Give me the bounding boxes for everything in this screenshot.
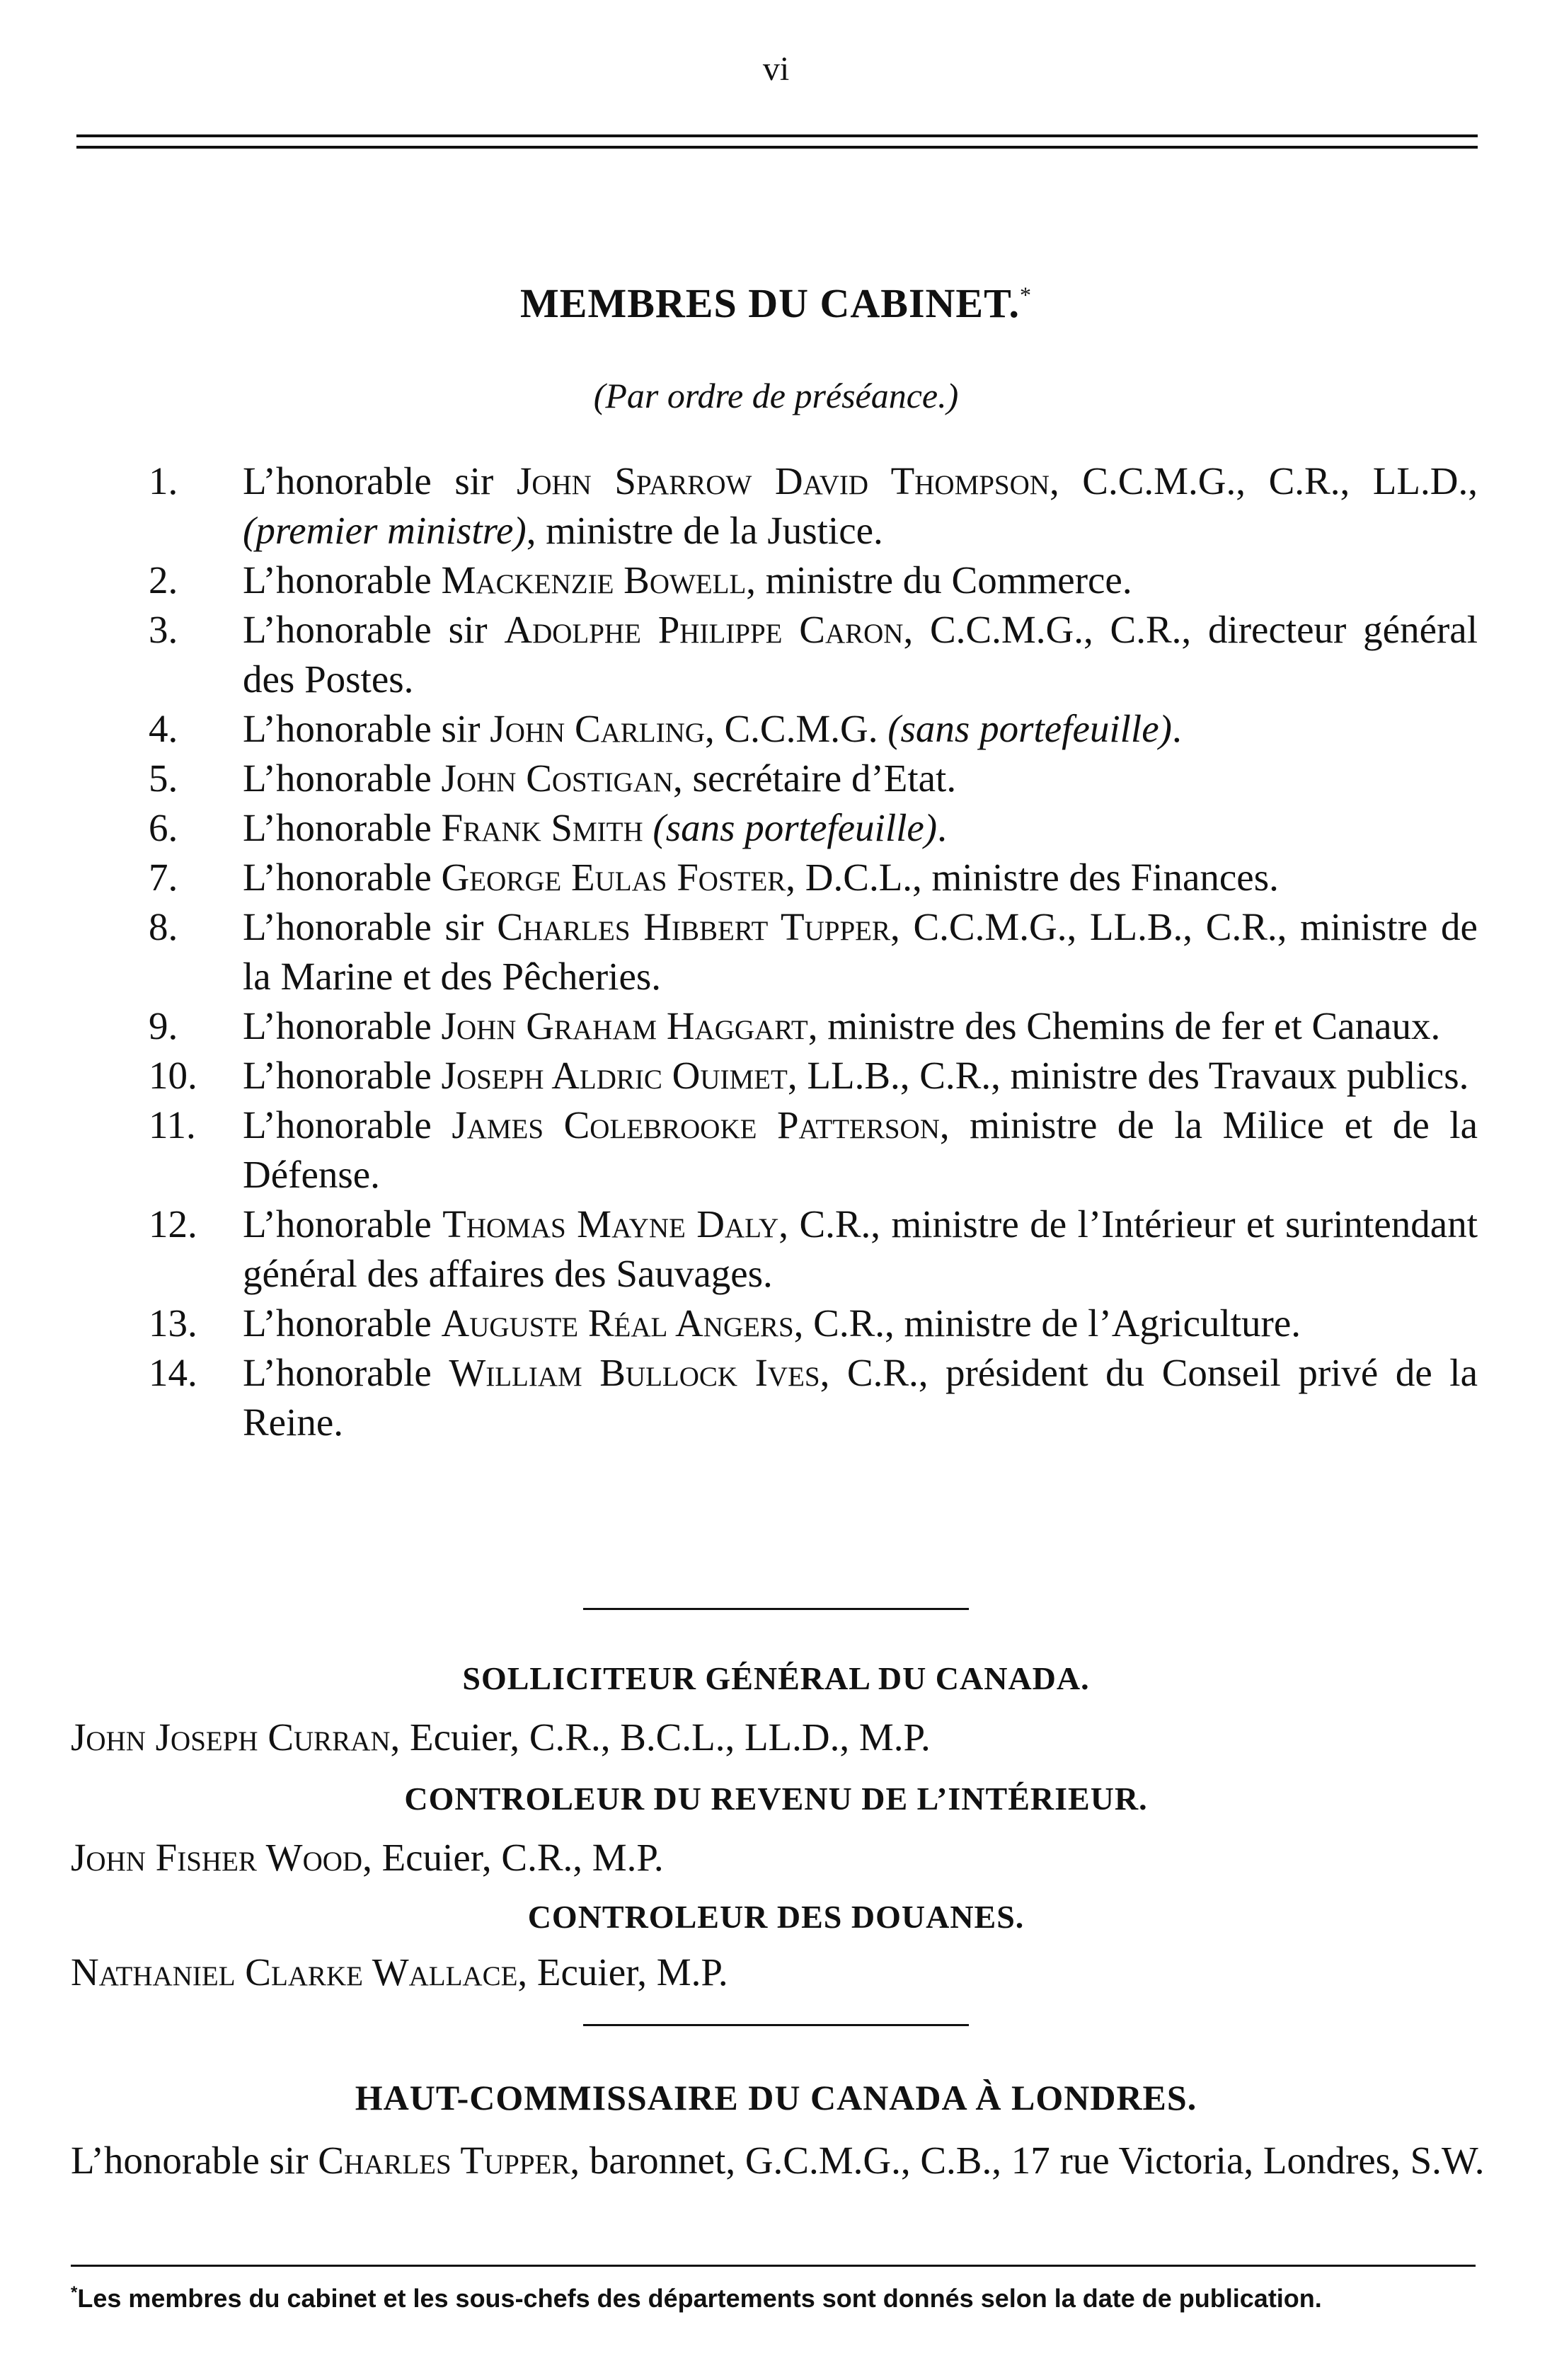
controleur-revenu-heading: CONTROLEUR DU REVENU DE L’INTÉRIEUR. [404, 1781, 1148, 1817]
haut-commissaire-person [0, 2136, 1552, 2185]
member-prefix: L’honorable [243, 806, 442, 849]
member-item [0, 803, 1552, 853]
member-details: , ministre des Chemins de fer et Canaux. [807, 1004, 1441, 1047]
controleur-revenu-details: , Ecuier, C.R., M.P. [362, 1836, 664, 1879]
member-name: John Carling [490, 707, 705, 750]
member-name: Frank Smith [441, 806, 643, 849]
member-number: 9. [149, 1004, 178, 1047]
member-prefix: L’honorable sir [243, 905, 498, 948]
footnote-mark: * [71, 2283, 78, 2302]
member-name: James Colebrooke Patterson [452, 1103, 940, 1146]
member-item [0, 853, 1552, 902]
footnote [71, 2275, 1479, 2316]
member-prefix: L’honorable [243, 1004, 442, 1047]
member-prefix: L’honorable [243, 1054, 442, 1097]
page-number: vi [762, 50, 790, 88]
member-name: Auguste Réal Angers [441, 1301, 794, 1345]
member-item [0, 1348, 1552, 1447]
member-name: Thomas Mayne Daly [442, 1202, 779, 1246]
member-prefix: L’honorable [243, 1103, 452, 1146]
member-number: 4. [149, 707, 178, 750]
member-item [0, 1051, 1552, 1100]
member-prefix: L’honorable [243, 558, 442, 602]
member-number: 11. [149, 1103, 196, 1146]
cabinet-title [0, 280, 1552, 327]
section-divider [583, 2024, 969, 2026]
cabinet-title-text: MEMBRES DU CABINET. [520, 280, 1020, 326]
member-name: John Sparrow David Thompson [516, 459, 1050, 502]
section-divider [583, 1608, 969, 1610]
header-double-rule [76, 134, 1478, 149]
member-details: , C.C.M.G., LL.B., C.R., ministre de la Marine et des Pêcheries. [243, 905, 1478, 998]
member-prefix: L’honorable sir [243, 608, 505, 651]
haut-commissaire-prefix: L’honorable sir [71, 2139, 318, 2182]
member-details [643, 806, 653, 849]
member-item [0, 902, 1552, 1001]
member-prefix: L’honorable [243, 856, 442, 899]
controleur-douanes-details: , Ecuier, M.P. [517, 1950, 728, 1994]
member-after: . [937, 806, 947, 849]
member-details: , C.R., président du Conseil privé de la Reine. [243, 1351, 1478, 1444]
member-number: 7. [149, 856, 178, 899]
haut-commissaire-heading: HAUT-COMMISSAIRE DU CANADA À LONDRES. [355, 2078, 1197, 2117]
member-item [0, 556, 1552, 605]
member-number: 3. [149, 608, 178, 651]
haut-commissaire-name: Charles Tupper [318, 2139, 570, 2182]
member-details: , D.C.L., ministre des Finances. [786, 856, 1279, 899]
solliciteur-person [71, 1713, 1479, 1762]
controleur-douanes-name: Nathaniel Clarke Wallace [71, 1950, 518, 1994]
member-item [0, 456, 1552, 556]
member-item [0, 704, 1552, 754]
member-details: , C.C.M.G., C.R., LL.D., [1049, 459, 1478, 502]
member-details: , secrétaire d’Etat. [673, 757, 957, 800]
member-details: , C.R., ministre de l’Agriculture. [793, 1301, 1301, 1345]
member-item [0, 754, 1552, 803]
member-prefix: L’honorable sir [243, 707, 490, 750]
controleur-revenu-person [71, 1833, 1479, 1882]
cabinet-subtitle: (Par ordre de préséance.) [593, 376, 959, 415]
controleur-douanes-heading: CONTROLEUR DES DOUANES. [527, 1899, 1025, 1935]
footnote-text: Les membres du cabinet et les sous-chefs des départements sont donnés selon la date de publication. [77, 2284, 1322, 2313]
member-name: Mackenzie Bowell [441, 558, 747, 602]
member-after: . [1171, 707, 1182, 750]
member-prefix: L’honorable [243, 1202, 443, 1246]
member-name: Charles Hibbert Tupper [497, 905, 891, 948]
member-number: 1. [149, 459, 178, 502]
member-number: 13. [149, 1301, 197, 1345]
member-item [0, 1001, 1552, 1051]
haut-commissaire-details: , baronnet, G.C.M.G., C.B., 17 rue Victoria, Londres, S.W. [570, 2139, 1485, 2182]
member-item [0, 1200, 1552, 1299]
member-number: 10. [149, 1054, 197, 1097]
member-note: (sans portefeuille) [887, 707, 1172, 750]
member-name: Adolphe Philippe Caron [504, 608, 904, 651]
member-note: (sans portefeuille) [653, 806, 938, 849]
member-item [0, 605, 1552, 704]
member-number: 5. [149, 757, 178, 800]
member-name: William Bullock Ives [449, 1351, 820, 1394]
member-number: 14. [149, 1351, 197, 1394]
member-prefix: L’honorable [243, 1351, 449, 1394]
member-item [0, 1299, 1552, 1348]
member-details: , C.C.M.G., C.R., directeur général des Postes. [243, 608, 1478, 701]
cabinet-title-footnote-mark: * [1019, 282, 1032, 308]
member-details: , ministre du Commerce. [746, 558, 1132, 602]
controleur-revenu-name: John Fisher Wood [71, 1836, 363, 1879]
member-number: 6. [149, 806, 178, 849]
member-prefix: L’honorable sir [243, 459, 517, 502]
member-number: 8. [149, 905, 178, 948]
member-item [0, 1100, 1552, 1200]
solliciteur-details: , Ecuier, C.R., B.C.L., LL.D., M.P. [390, 1715, 931, 1759]
member-name: George Eulas Foster [441, 856, 786, 899]
member-note: (premier ministre) [243, 509, 527, 552]
footnote-rule [71, 2265, 1476, 2267]
member-details: , C.C.M.G. [704, 707, 888, 750]
member-prefix: L’honorable [243, 1301, 442, 1345]
member-after: , ministre de la Justice. [526, 509, 883, 552]
member-prefix: L’honorable [243, 757, 442, 800]
member-number: 2. [149, 558, 178, 602]
cabinet-members-list [0, 456, 1552, 1447]
member-name: Joseph Aldric Ouimet [441, 1054, 788, 1097]
controleur-douanes-person [71, 1948, 1479, 1997]
solliciteur-name: John Joseph Curran [71, 1715, 391, 1759]
solliciteur-heading: SOLLICITEUR GÉNÉRAL DU CANADA. [462, 1660, 1090, 1696]
member-name: John Graham Haggart [441, 1004, 808, 1047]
member-number: 12. [149, 1202, 197, 1246]
member-name: John Costigan [441, 757, 674, 800]
member-details: , LL.B., C.R., ministre des Travaux publics. [787, 1054, 1469, 1097]
member-details: , C.R., ministre de l’Intérieur et surintendant général des affaires des Sauvages. [243, 1202, 1478, 1295]
member-details: , ministre de la Milice et de la Défense. [243, 1103, 1478, 1196]
